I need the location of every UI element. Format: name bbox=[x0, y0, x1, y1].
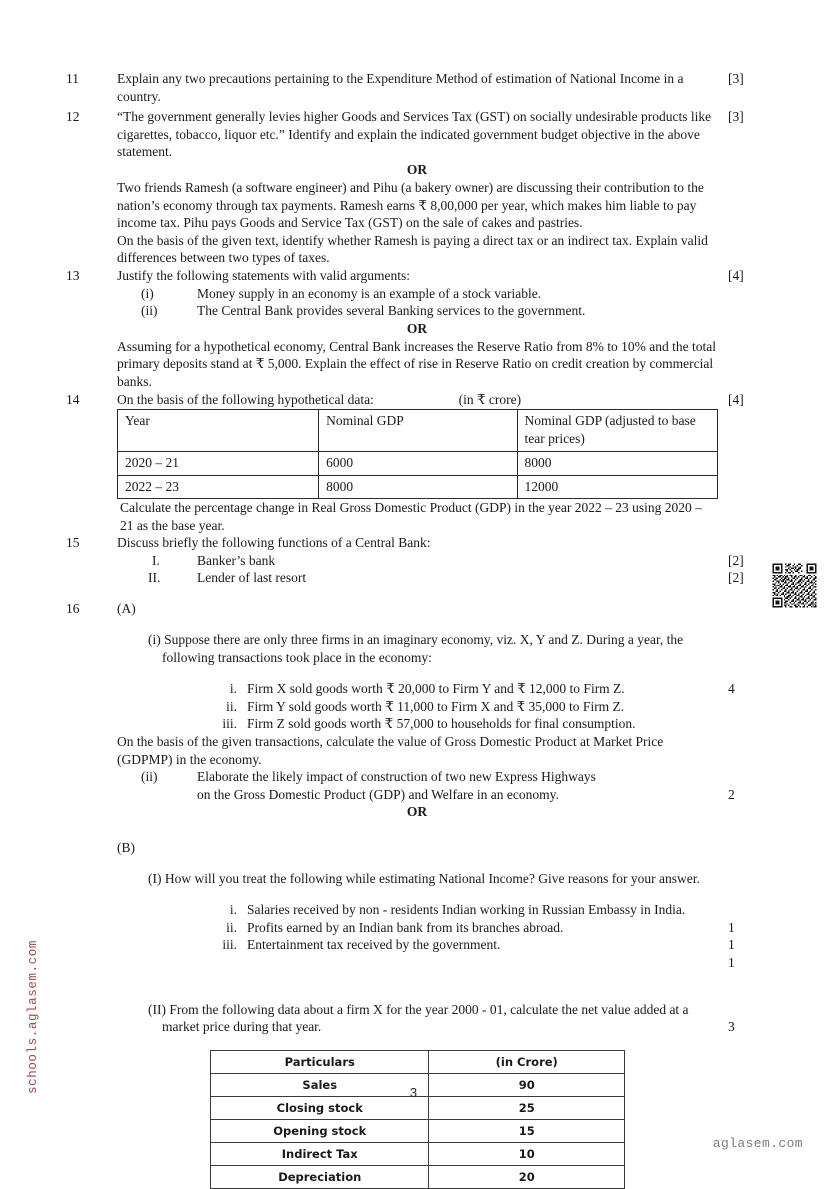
side-watermark: schools.aglasem.com bbox=[26, 940, 40, 1094]
table-row bbox=[211, 1142, 625, 1165]
ni-item-iii-text: Entertainment tax received by the government. bbox=[247, 937, 501, 953]
firm-row-indirect-tax-value: 10 bbox=[429, 1142, 625, 1165]
question-13-item-ii bbox=[0, 302, 827, 320]
corner-watermark: aglasem.com bbox=[712, 1136, 803, 1151]
question-13-item-i bbox=[0, 285, 827, 303]
question-11-number: 11 bbox=[66, 71, 79, 86]
page-number: 3 bbox=[409, 1085, 418, 1100]
ni-item-iii bbox=[0, 936, 827, 954]
question-16-part-a-label: (A) bbox=[117, 601, 136, 617]
question-16-b-i-text: How will you treat the following while estimating National Income? Give reasons for your answer. bbox=[164, 870, 700, 886]
question-14-unit-note: (in ₹ crore) bbox=[458, 391, 522, 407]
question-16-a-ii-text: Elaborate the likely impact of construction of two new Express Highways on the Gross Domestic Product (GDP) and Welfare in an economy. bbox=[197, 769, 596, 802]
question-16 bbox=[0, 600, 827, 1188]
question-16-a-closing: On the basis of the given transactions, calculate the value of Gross Domestic Product at Market Price (GDPMP) in the economy. bbox=[117, 733, 664, 767]
firm-row-depreciation-label: Depreciation bbox=[211, 1165, 429, 1188]
question-16-part-a-intro bbox=[0, 631, 827, 666]
ni-extra-mark-row bbox=[0, 954, 827, 972]
question-13 bbox=[0, 267, 827, 391]
question-12-number: 12 bbox=[66, 109, 80, 125]
ni-item-ii bbox=[0, 919, 827, 937]
gdp-row2-year: 2022 – 23 bbox=[118, 475, 319, 498]
question-11 bbox=[0, 70, 827, 105]
question-16-b-i-label: (I) bbox=[148, 870, 162, 886]
question-16-a-i bbox=[0, 631, 827, 666]
question-15-item-ii-text: Lender of last resort bbox=[197, 570, 307, 586]
firm-header-particulars: Particulars bbox=[211, 1050, 429, 1073]
firm-row-indirect-tax-label: Indirect Tax bbox=[211, 1142, 429, 1165]
firm-value-added-table bbox=[210, 1050, 625, 1189]
gdp-row1-year: 2020 – 21 bbox=[118, 452, 319, 475]
question-16-b-ii-text-block bbox=[0, 1001, 827, 1036]
question-13-text: Justify the following statements with valid arguments: bbox=[117, 267, 410, 283]
question-15-item-i bbox=[0, 552, 827, 570]
transaction-iii-text: Firm Z sold goods worth ₹ 57,000 to households for final consumption. bbox=[247, 716, 636, 732]
firm-row-closing-stock-label: Closing stock bbox=[211, 1096, 429, 1119]
question-14-after-table: Calculate the percentage change in Real Gross Domestic Product (GDP) in the year 2022 – 23 using 2020 – 21 as the base year. bbox=[120, 499, 702, 533]
ni-item-ii-marks: 1 bbox=[728, 919, 735, 935]
firm-row-sales-value: 90 bbox=[429, 1073, 625, 1096]
ni-item-ii-label: ii. bbox=[226, 919, 237, 935]
ni-item-iii-label: iii. bbox=[222, 937, 237, 953]
question-14 bbox=[0, 391, 827, 535]
gdp-row2-adjusted: 12000 bbox=[517, 475, 717, 498]
question-16-or-label: OR bbox=[406, 804, 428, 820]
question-12-or-label: OR bbox=[406, 161, 428, 177]
question-12-alt-paragraph-1: Two friends Ramesh (a software engineer) and Pihu (a bakery owner) are discussing their contribution to the nation’s economy through tax payments. Ramesh earns ₹ 8,00,000 per year, which makes him liable to pay income tax. Pihu pays Goods and Service Tax (GST) on the sale of cakes and pastries. bbox=[117, 179, 704, 231]
firm-header-in-crore: (in Crore) bbox=[429, 1050, 625, 1073]
question-15-item-ii bbox=[0, 569, 827, 587]
question-14-stem: On the basis of the following hypothetical data: bbox=[117, 391, 374, 407]
question-13-or-label: OR bbox=[406, 320, 428, 336]
question-13-number: 13 bbox=[66, 267, 80, 283]
question-15-number: 15 bbox=[66, 535, 80, 551]
table-row bbox=[211, 1119, 625, 1142]
gdp-row2-nominal: 8000 bbox=[319, 475, 517, 498]
transaction-ii-label: ii. bbox=[226, 698, 237, 714]
question-16-a-i-text: Suppose there are only three firms in an imaginary economy, viz. X, Y and Z. During a year, the following transactions took place in the economy: bbox=[162, 632, 684, 666]
question-15-item-i-label: I. bbox=[152, 552, 160, 568]
question-16-b-i bbox=[0, 870, 827, 888]
gdp-header-nominal-gdp-adjusted: Nominal GDP (adjusted to base tear prices) bbox=[517, 410, 717, 452]
question-13-item-ii-text: The Central Bank provides several Banking services to the government. bbox=[197, 303, 586, 319]
question-13-item-ii-label: (ii) bbox=[141, 303, 158, 319]
table-header-row bbox=[211, 1050, 625, 1073]
ni-item-ii-text: Profits earned by an Indian bank from its branches abroad. bbox=[247, 919, 564, 935]
question-15-text: Discuss briefly the following functions of a Central Bank: bbox=[117, 535, 431, 551]
question-16-number: 16 bbox=[66, 601, 80, 617]
ni-item-i-label: i. bbox=[229, 902, 237, 917]
question-12-text: “The government generally levies higher Goods and Services Tax (GST) on socially undesirable products like cigarettes, tobacco, liquor etc.” Identify and explain the indicated government budget objective in the above statement. bbox=[117, 109, 712, 160]
gdp-data-table bbox=[117, 409, 718, 499]
transaction-i-text: Firm X sold goods worth ₹ 20,000 to Firm Y and ₹ 12,000 to Firm Z. bbox=[247, 681, 625, 697]
ni-extra-mark: 1 bbox=[728, 954, 735, 970]
firm-row-sales-label: Sales bbox=[211, 1073, 429, 1096]
transaction-i-marks: 4 bbox=[728, 681, 735, 697]
firm-row-opening-stock-label: Opening stock bbox=[211, 1119, 429, 1142]
question-14-text bbox=[0, 391, 827, 409]
transaction-iii-label: iii. bbox=[222, 716, 237, 732]
transaction-item-i bbox=[0, 680, 827, 698]
ni-item-iii-marks: 1 bbox=[728, 937, 735, 953]
question-16-part-b-label: (B) bbox=[117, 839, 135, 855]
transaction-item-iii bbox=[0, 715, 827, 733]
gdp-row1-adjusted: 8000 bbox=[517, 452, 717, 475]
firm-row-closing-stock-value: 25 bbox=[429, 1096, 625, 1119]
table-header-row bbox=[118, 410, 718, 452]
ni-item-i-text: Salaries received by non - residents Indian working in Russian Embassy in India. bbox=[247, 902, 686, 917]
table-row bbox=[118, 452, 718, 475]
question-15-item-i-marks: [2] bbox=[728, 552, 744, 568]
question-12 bbox=[0, 108, 827, 267]
question-16-a-i-label: (i) bbox=[148, 632, 161, 648]
question-11-text: Explain any two precautions pertaining to the Expenditure Method of estimation of National Income in a country. bbox=[117, 71, 684, 104]
question-12-alt-paragraph-2: On the basis of the given text, identify whether Ramesh is paying a direct tax or an indirect tax. Explain valid differences between two types of taxes. bbox=[117, 232, 708, 266]
gdp-header-year: Year bbox=[118, 410, 319, 452]
question-16-a-ii bbox=[0, 768, 827, 803]
question-12-marks: [3] bbox=[728, 109, 744, 125]
question-16-a-ii-marks: 2 bbox=[728, 786, 735, 802]
question-13-alt-paragraph-1: Assuming for a hypothetical economy, Central Bank increases the Reserve Ratio from 8% to 10% and the total primary deposits stand at ₹ 5,000. Explain the effect of rise in Reserve Ratio on credit creation by commercial banks. bbox=[117, 338, 716, 389]
question-16-b-ii-marks: 3 bbox=[728, 1019, 735, 1035]
question-11-marks: [3] bbox=[728, 71, 744, 86]
transaction-ii-text: Firm Y sold goods worth ₹ 11,000 to Firm X and ₹ 35,000 to Firm Z. bbox=[247, 698, 625, 714]
question-13-item-i-label: (i) bbox=[141, 285, 154, 301]
table-row bbox=[211, 1165, 625, 1188]
question-13-item-i-text: Money supply in an economy is an example of a stock variable. bbox=[197, 285, 542, 301]
question-14-number: 14 bbox=[66, 391, 80, 407]
transaction-item-ii bbox=[0, 698, 827, 716]
transaction-i-label: i. bbox=[229, 681, 237, 697]
question-16-b-ii-text: From the following data about a firm X for the year 2000 - 01, calculate the net value added at a market price during that year. bbox=[162, 1001, 689, 1035]
question-13-marks: [4] bbox=[728, 267, 744, 283]
gdp-row1-nominal: 6000 bbox=[319, 452, 517, 475]
firm-row-depreciation-value: 20 bbox=[429, 1165, 625, 1188]
question-16-b-ii-label: (II) bbox=[148, 1001, 166, 1017]
ni-item-i bbox=[0, 901, 827, 919]
question-16-a-ii-label: (ii) bbox=[141, 769, 158, 785]
table-row bbox=[118, 475, 718, 498]
question-15 bbox=[0, 534, 827, 587]
firm-row-opening-stock-value: 15 bbox=[429, 1119, 625, 1142]
question-16-b-ii bbox=[0, 1001, 827, 1036]
gdp-header-nominal-gdp: Nominal GDP bbox=[319, 410, 517, 452]
question-15-item-ii-label: II. bbox=[148, 570, 161, 586]
question-14-marks: [4] bbox=[728, 391, 744, 407]
question-15-item-i-text: Banker’s bank bbox=[197, 552, 276, 568]
question-15-item-ii-marks: [2] bbox=[728, 570, 744, 586]
